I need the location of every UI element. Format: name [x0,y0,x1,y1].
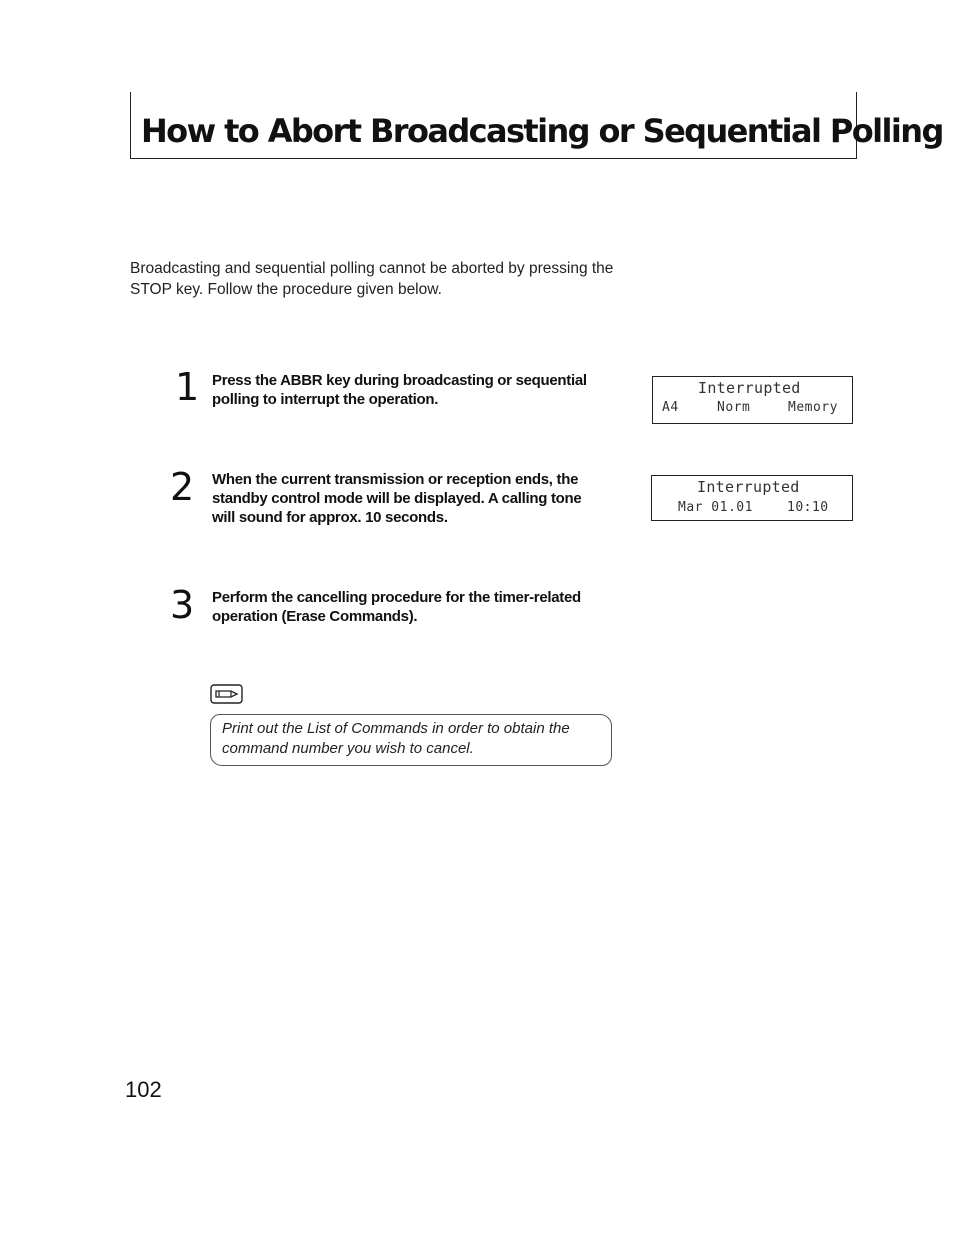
lcd-display-2-line1: Interrupted [697,478,800,496]
step-number-3: 3 [170,583,195,627]
note-text: Print out the List of Commands in order to obtain the command number you wish to cancel. [222,720,570,757]
lcd-display-2 [651,475,853,521]
title-frame [130,92,943,159]
step-number-2: 2 [170,465,195,509]
page-number: 102 [125,1077,162,1102]
step-number-1: 1 [175,365,200,409]
intro-paragraph: Broadcasting and sequential polling cannot be aborted by pressing the STOP key. Follow the procedure given below. [130,260,614,298]
step-text-2: When the current transmission or reception ends, the standby control mode will be displayed. A calling tone will sound for approx. 10 seconds. [212,471,582,526]
lcd-display-2-time: 10:10 [787,500,829,515]
page-title: How to Abort Broadcasting or Sequential Polling [141,112,943,150]
step-text-3: Perform the cancelling procedure for the timer-related operation (Erase Commands). [212,589,581,625]
lcd-display-1-paper-size: A4 [662,400,679,415]
lcd-display-1-mode: Memory [788,400,838,415]
note-box [210,714,612,766]
lcd-display-2-date: Mar 01.01 [678,500,753,515]
lcd-display-1-resolution: Norm [717,400,751,415]
lcd-display-1 [652,376,853,424]
note-pencil-icon [210,684,243,704]
lcd-display-1-line1: Interrupted [698,379,801,397]
step-text-1: Press the ABBR key during broadcasting or sequential polling to interrupt the operation. [212,372,587,408]
